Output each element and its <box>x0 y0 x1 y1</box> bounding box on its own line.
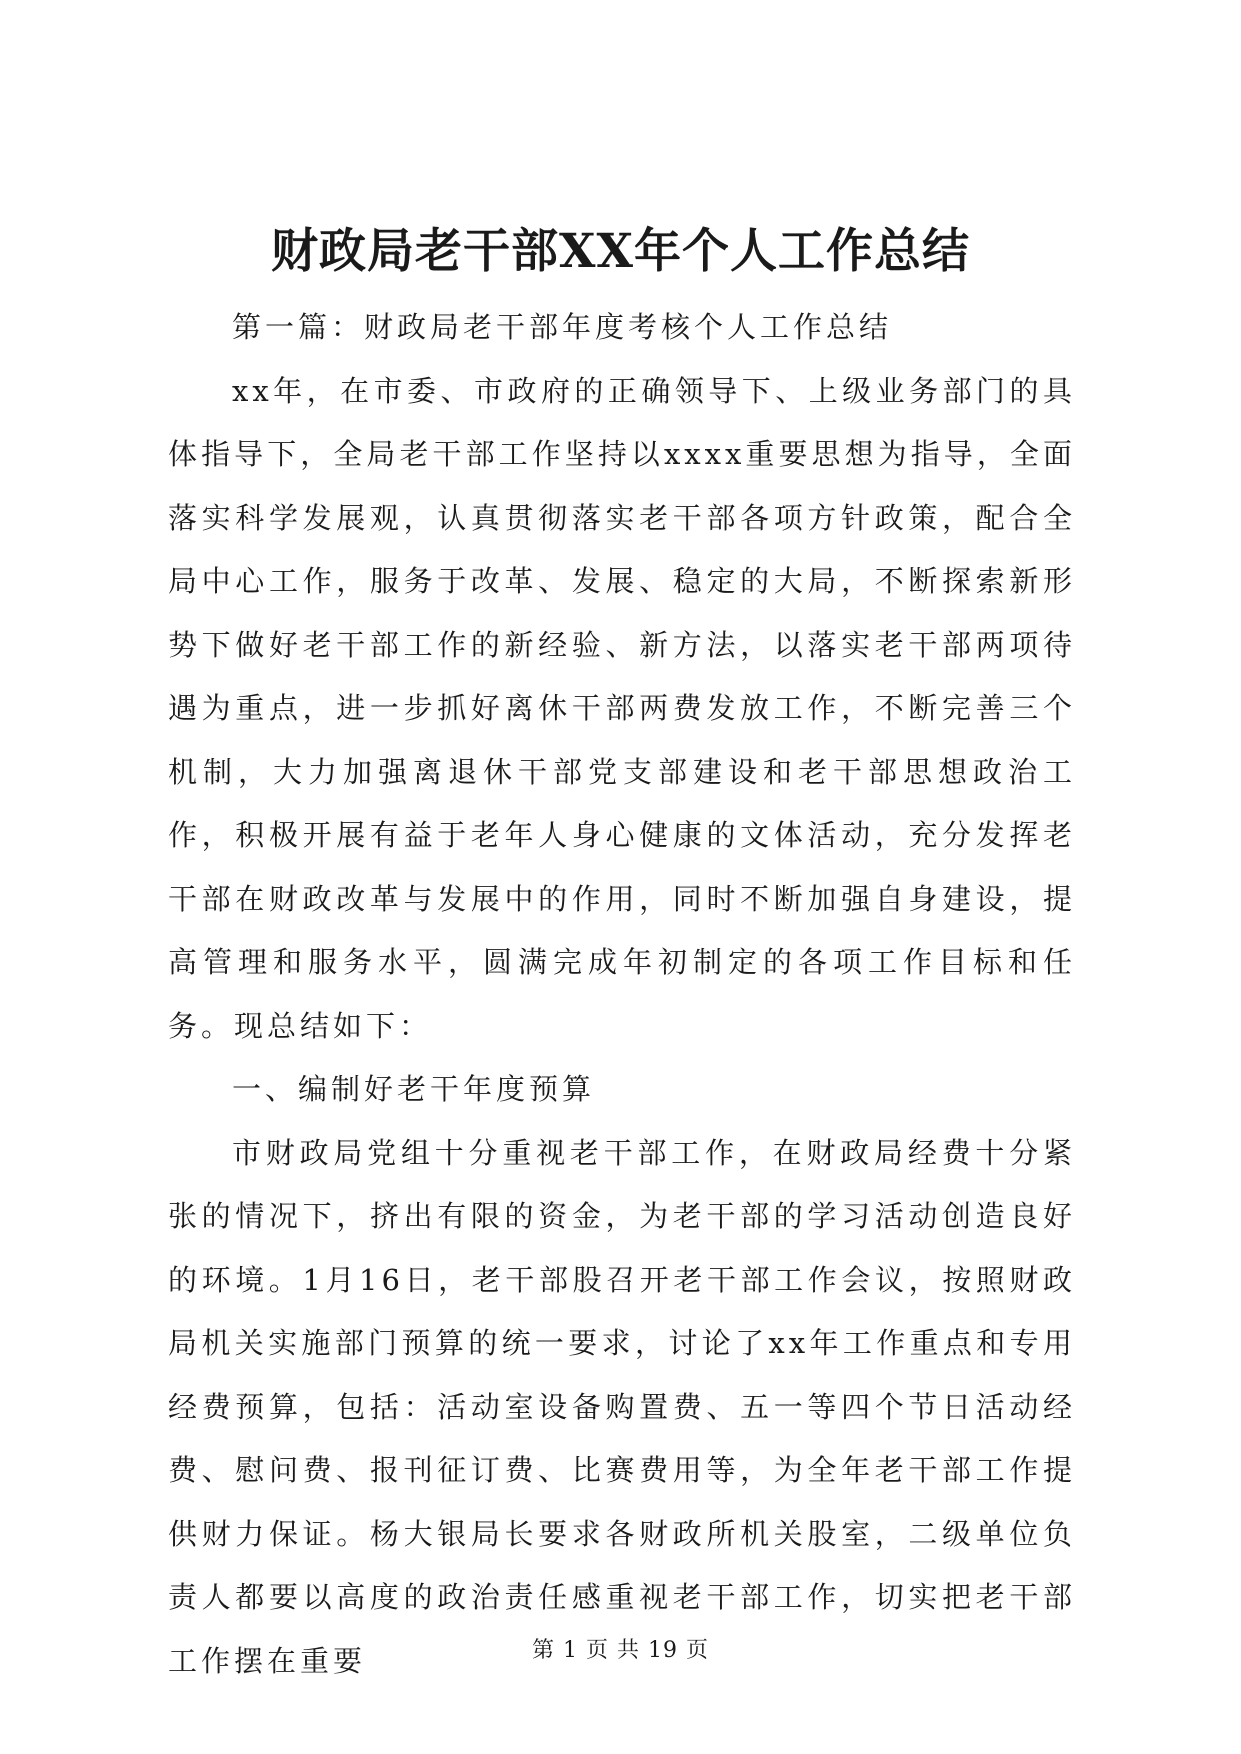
page-number-footer: 第 1 页 共 19 页 <box>532 1638 709 1663</box>
paragraph-intro: xx年，在市委、市政府的正确领导下、上级业务部门的具体指导下，全局老干部工作坚持以xxxx重要思想为指导，全面落实科学发展观，认真贯彻落实老干部各项方针政策，配合全局中心工作，服务于改革、发展、稳定的大局，不断探索新形势下做好老干部工作的新经验、新方法，以落实老干部两项待遇为重点，进一步抓好离休干部两费发放工作，不断完善三个机制，大力加强离退休干部党支部建设和老干部思想政治工作，积极开展有益于老年人身心健康的文体活动，充分发挥老干部在财政改革与发展中的作用，同时不断加强自身建设，提高管理和服务水平，圆满完成年初制定的各项工作目标和任务。现总结如下： <box>168 373 1076 1043</box>
document-title: 财政局老干部XX年个人工作总结 <box>271 224 970 279</box>
document-body <box>168 296 1076 1693</box>
paragraph-section-heading: 第一篇：财政局老干部年度考核个人工作总结 <box>232 310 893 344</box>
paragraph-subheading: 一、编制好老干年度预算 <box>232 1072 596 1106</box>
paragraph-budget: 市财政局党组十分重视老干部工作，在财政局经费十分紧张的情况下，挤出有限的资金，为老干部的学习活动创造良好的环境。1月16日，老干部股召开老干部工作会议，按照财政局机关实施部门预算的统一要求，讨论了xx年工作重点和专用经费预算，包括：活动室设备购置费、五一等四个节日活动经费、慰问费、报刊征订费、比赛费用等，为全年老干部工作提供财力保证。杨大银局长要求各财政所机关股室，二级单位负责人都要以高度的政治责任感重视老干部工作，切实把老干部工作摆在重要 <box>168 1135 1076 1678</box>
